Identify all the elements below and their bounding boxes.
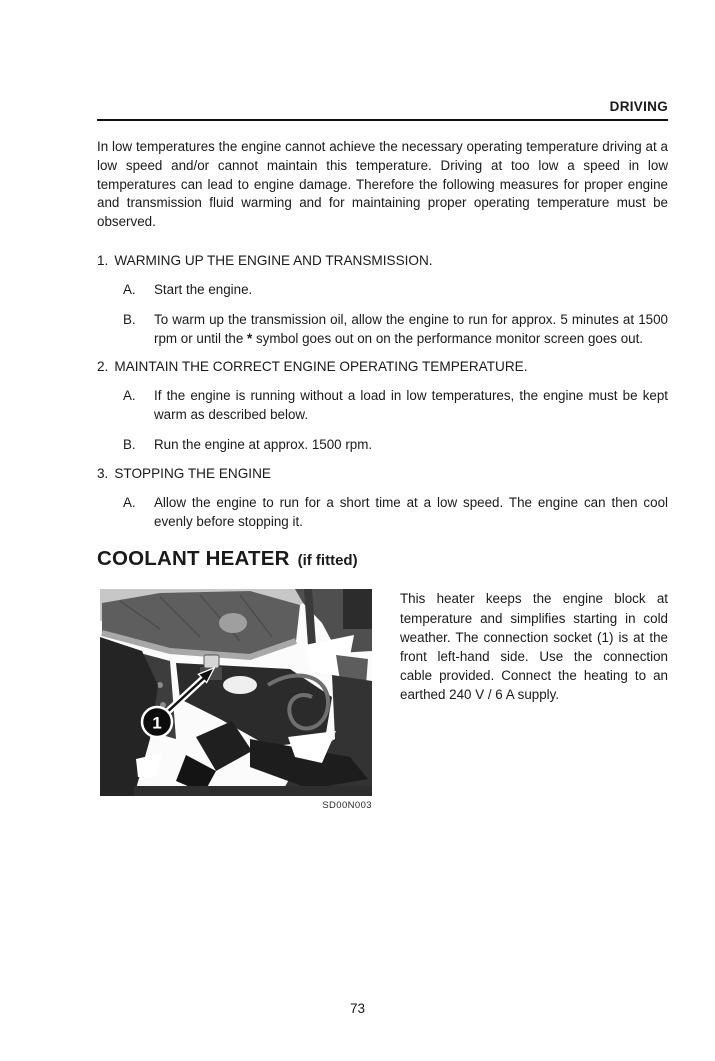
heading-main: COOLANT HEATER <box>97 547 290 571</box>
item-text-part: To warm up the transmission oil, allow the engine to run for approx. 5 minutes at 1500 rpm or until the <box>154 311 668 346</box>
numbered-sections <box>97 253 668 531</box>
item-letter: A. <box>123 494 136 510</box>
list-item <box>97 311 668 349</box>
intro-paragraph: In low temperatures the engine cannot achieve the necessary operating temperature driving at a low speed and/or cannot maintain this temperature. Driving at too low a speed in low temperatures can lead to engine damage. Therefore the following measures for proper engine and transmission fluid warming and for maintaining proper operating temperature must be observed. <box>97 139 668 230</box>
section-number: 3. <box>97 465 109 481</box>
item-letter: A. <box>123 388 136 404</box>
section-title: WARMING UP THE ENGINE AND TRANSMISSION. <box>114 252 433 268</box>
list-item <box>97 281 668 300</box>
section-warming-up <box>97 253 668 348</box>
coolant-heater-photo <box>100 589 372 796</box>
list-item <box>97 436 668 455</box>
page-number: 73 <box>349 1001 366 1016</box>
item-text: Run the engine at approx. 1500 rpm. <box>154 436 373 452</box>
heading-suffix: (if fitted) <box>297 552 358 570</box>
list-item <box>97 387 668 425</box>
running-header <box>97 0 668 121</box>
callout-1 <box>142 707 172 737</box>
section-heading <box>97 359 668 374</box>
figure-block <box>100 589 372 811</box>
section-heading <box>97 466 668 481</box>
item-letter: B. <box>123 436 136 452</box>
item-letter: B. <box>123 311 136 327</box>
item-text: Allow the engine to run for a short time at a low speed. The engine can then cool evenly before stopping it. <box>154 494 668 529</box>
coolant-heater-body: This heater keeps the engine block at temperature and simplifies starting in cold weather. The connection socket (1) is at the front left-hand side. Use the connection cable provided. Connect the heating to an earthed 240 V / 6 A supply. <box>400 591 668 703</box>
photo-bottom-band <box>134 786 372 796</box>
item-letter: A. <box>123 281 136 297</box>
chapter-title: DRIVING <box>609 99 668 114</box>
list-item <box>97 494 668 532</box>
section-number: 2. <box>97 359 109 375</box>
figure-caption: SD00N003 <box>322 800 372 812</box>
item-text: If the engine is running without a load in low temperatures, the engine must be kept warm as described below. <box>154 388 668 423</box>
callout-number: 1 <box>152 713 162 733</box>
item-text-part: symbol goes out on on the performance monitor screen goes out. <box>252 330 644 346</box>
item-text <box>154 311 668 349</box>
section-title: STOPPING THE ENGINE <box>114 465 271 481</box>
coolant-heater-figure-row <box>97 589 668 811</box>
section-number: 1. <box>97 252 109 268</box>
section-title: MAINTAIN THE CORRECT ENGINE OPERATING TEMPERATURE. <box>114 359 528 375</box>
section-maintain-temperature <box>97 359 668 454</box>
asterisk-symbol: * <box>247 330 253 346</box>
item-text: Start the engine. <box>154 281 253 297</box>
section-heading <box>97 253 668 268</box>
section-stopping-engine <box>97 466 668 532</box>
coolant-heater-heading <box>97 547 668 571</box>
